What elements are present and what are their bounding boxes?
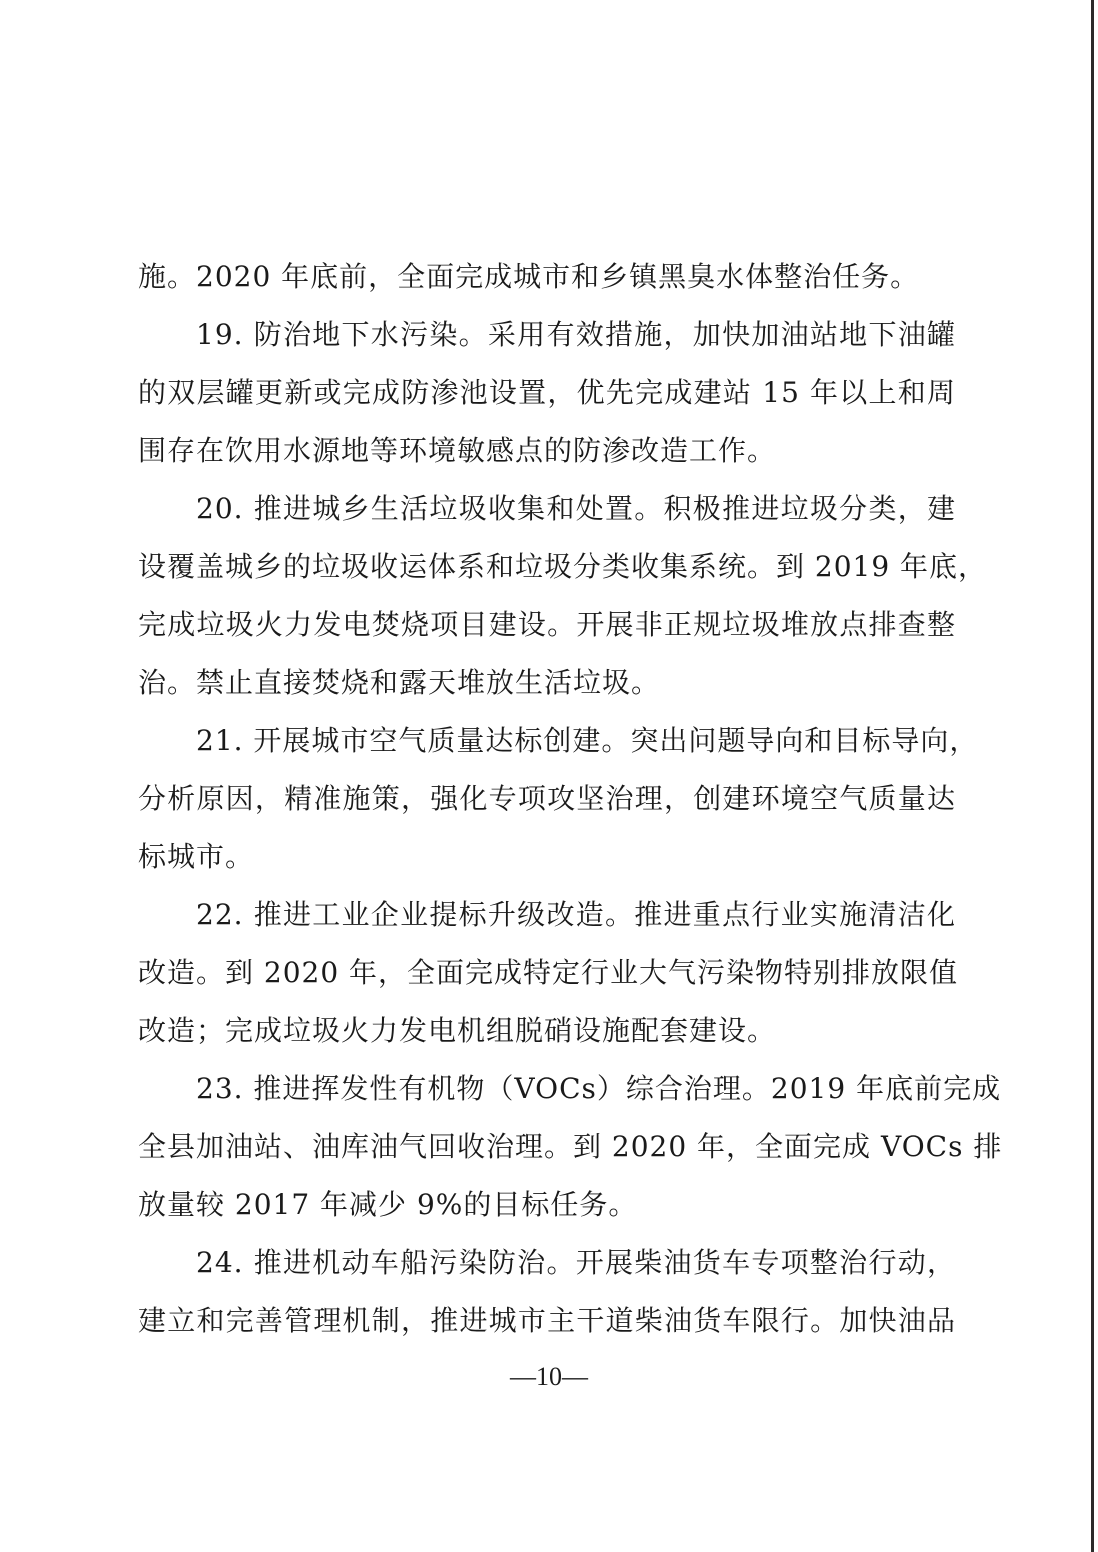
text-line: 放量较 2017 年减少 9%的目标任务。 bbox=[138, 1188, 638, 1221]
text-line: 21. 开展城市空气质量达标创建。突出问题导向和目标导向， bbox=[196, 724, 979, 757]
text-line: 设覆盖城乡的垃圾收运体系和垃圾分类收集系统。到 2019 年底， bbox=[138, 550, 988, 583]
page-number: —10— bbox=[510, 1362, 588, 1391]
scan-edge-line bbox=[1091, 0, 1094, 1552]
text-line: 标城市。 bbox=[138, 840, 255, 873]
text-line: 施。2020 年底前，全面完成城市和乡镇黑臭水体整治任务。 bbox=[138, 260, 920, 293]
text-line: 19. 防治地下水污染。采用有效措施，加快加油站地下油罐 bbox=[196, 318, 956, 351]
text-line: 治。禁止直接焚烧和露天堆放生活垃圾。 bbox=[138, 666, 661, 699]
text-line: 的双层罐更新或完成防渗池设置，优先完成建站 15 年以上和周 bbox=[138, 376, 956, 409]
text-line: 改造；完成垃圾火力发电机组脱硝设施配套建设。 bbox=[138, 1014, 777, 1047]
text-line: 24. 推进机动车船污染防治。开展柴油货车专项整治行动， bbox=[196, 1246, 956, 1279]
text-line: 完成垃圾火力发电焚烧项目建设。开展非正规垃圾堆放点排查整 bbox=[138, 608, 956, 641]
text-line: 20. 推进城乡生活垃圾收集和处置。积极推进垃圾分类，建 bbox=[196, 492, 956, 525]
text-line: 22. 推进工业企业提标升级改造。推进重点行业实施清洁化 bbox=[196, 898, 956, 931]
text-line: 建立和完善管理机制，推进城市主干道柴油货车限行。加快油品 bbox=[138, 1304, 956, 1337]
text-line: 23. 推进挥发性有机物（VOCs）综合治理。2019 年底前完成 bbox=[196, 1072, 1002, 1105]
document-body bbox=[138, 248, 1003, 1350]
text-line: 改造。到 2020 年，全面完成特定行业大气污染物特别排放限值 bbox=[138, 956, 959, 989]
text-line: 分析原因，精准施策，强化专项攻坚治理，创建环境空气质量达 bbox=[138, 782, 956, 815]
text-line: 围存在饮用水源地等环境敏感点的防渗改造工作。 bbox=[138, 434, 777, 467]
text-line: 全县加油站、油库油气回收治理。到 2020 年，全面完成 VOCs 排 bbox=[138, 1130, 1003, 1163]
